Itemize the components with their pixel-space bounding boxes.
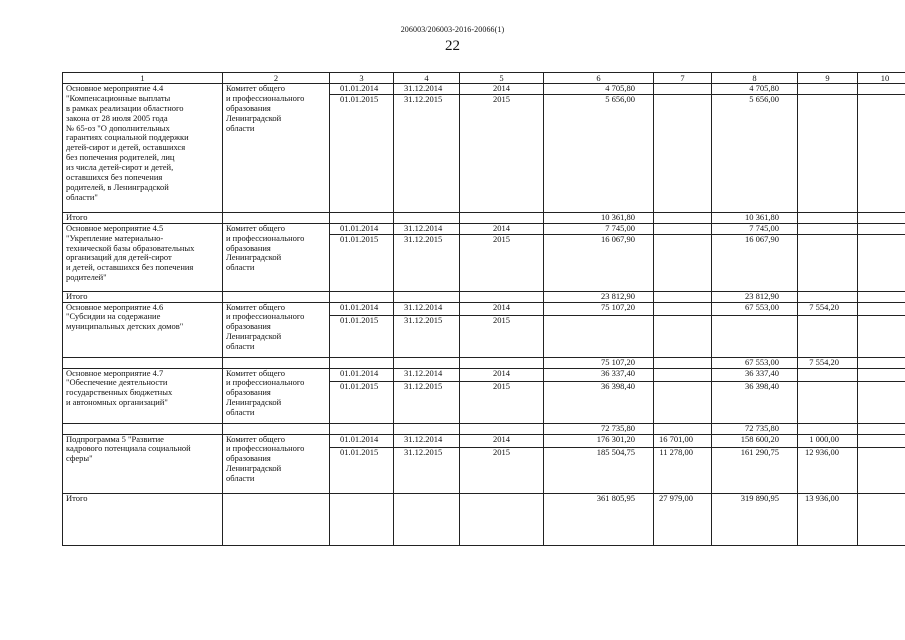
end-date-cell: 31.12.2014 (394, 368, 460, 381)
amount-cell-c6: 5 656,00 (544, 94, 654, 212)
end-date-cell: 31.12.2014 (394, 84, 460, 95)
amount-cell-c7 (654, 315, 712, 357)
amount-cell-c9 (798, 368, 858, 381)
empty-cell (330, 212, 394, 223)
amount-cell-c10 (858, 84, 905, 95)
executor-line: и профессионального (226, 232, 305, 243)
empty-cell (330, 291, 394, 302)
start-date-cell: 01.01.2015 (330, 315, 394, 357)
amount-cell-c6: 4 705,80 (544, 84, 654, 95)
start-date-cell: 01.01.2015 (330, 234, 394, 291)
measure-name-line: Основное мероприятие 4.5 (66, 223, 164, 233)
measure-name-line: "Обеспечение деятельности (66, 377, 168, 388)
end-date-cell: 31.12.2014 (394, 302, 460, 315)
executor-line: и профессионального (226, 443, 305, 454)
amount-cell-c10 (858, 381, 905, 423)
column-header: 1 (63, 73, 223, 84)
executor-line: и профессионального (226, 311, 305, 322)
end-date-cell: 31.12.2015 (394, 94, 460, 212)
amount-cell-c8: 4 705,80 (712, 84, 798, 95)
measure-name-line: Основное мероприятие 4.4 (66, 83, 164, 93)
start-date-cell: 01.01.2014 (330, 84, 394, 95)
amount-cell-c9 (798, 94, 858, 212)
subtotal-row (63, 357, 905, 368)
amount-cell-c8: 36 337,40 (712, 368, 798, 381)
year-cell: 2014 (460, 223, 544, 234)
subtotal-c9 (798, 291, 858, 302)
amount-cell-c9: 1 000,00 (798, 434, 858, 447)
measure-name-line: Подпрограмма 5 "Развитие (66, 434, 164, 444)
subtotal-c7 (654, 357, 712, 368)
executor-line: образования (226, 387, 271, 398)
executor-cell (223, 223, 330, 291)
subtotal-row (63, 423, 905, 434)
empty-cell (223, 212, 330, 223)
executor-cell (223, 302, 330, 357)
measure-name-line: в рамках реализации областного (66, 102, 184, 113)
measure-name-line: Основное мероприятие 4.7 (66, 368, 164, 378)
executor-line: области (226, 262, 255, 273)
amount-cell-c6: 176 301,20 (544, 434, 654, 447)
amount-cell-c9: 12 936,00 (798, 447, 858, 493)
subtotal-c7 (654, 212, 712, 223)
amount-cell-c6: 7 745,00 (544, 223, 654, 234)
measure-name-line: гарантиях социальной поддержки (66, 132, 189, 143)
amount-cell-c10 (858, 368, 905, 381)
subtotal-label: Итого (63, 212, 223, 223)
year-cell: 2015 (460, 94, 544, 212)
subtotal-label: Итого (63, 291, 223, 302)
executor-cell (223, 368, 330, 423)
amount-cell-c9 (798, 381, 858, 423)
year-cell: 2015 (460, 381, 544, 423)
amount-cell-c8: 36 398,40 (712, 381, 798, 423)
empty-cell (460, 423, 544, 434)
subtotal-c10 (858, 357, 905, 368)
executor-line: области (226, 473, 255, 484)
subtotal-c10 (858, 291, 905, 302)
empty-cell (330, 493, 394, 545)
column-header: 2 (223, 73, 330, 84)
grand-total-label: Итого (63, 493, 223, 545)
amount-cell-c8: 7 745,00 (712, 223, 798, 234)
subtotal-c8: 23 812,90 (712, 291, 798, 302)
measure-name-line: и автономных организаций" (66, 397, 168, 408)
amount-cell-c10 (858, 94, 905, 212)
amount-cell-c8 (712, 315, 798, 357)
subtotal-c9 (798, 212, 858, 223)
column-header: 7 (654, 73, 712, 84)
measure-name-line: кадрового потенциала социальной (66, 443, 191, 454)
subtotal-c10 (858, 212, 905, 223)
start-date-cell: 01.01.2015 (330, 381, 394, 423)
empty-cell (460, 493, 544, 545)
year-cell: 2015 (460, 234, 544, 291)
executor-line: области (226, 407, 255, 418)
empty-cell (223, 357, 330, 368)
grand-total-c8: 319 890,95 (712, 493, 798, 545)
amount-cell-c7 (654, 368, 712, 381)
subtotal-c6: 75 107,20 (544, 357, 654, 368)
grand-total-c6: 361 805,95 (544, 493, 654, 545)
measure-name-line: № 65-оз "О дополнительных (66, 122, 170, 133)
subtotal-c8: 10 361,80 (712, 212, 798, 223)
column-header: 3 (330, 73, 394, 84)
amount-cell-c7 (654, 234, 712, 291)
subtotal-row (63, 212, 905, 223)
end-date-cell: 31.12.2015 (394, 381, 460, 423)
subtotal-label (63, 357, 223, 368)
amount-cell-c10 (858, 434, 905, 447)
executor-line: Комитет общего (226, 434, 286, 444)
amount-cell-c10 (858, 447, 905, 493)
subtotal-c8: 67 553,00 (712, 357, 798, 368)
subtotal-c10 (858, 423, 905, 434)
end-date-cell: 31.12.2015 (394, 234, 460, 291)
empty-cell (460, 291, 544, 302)
empty-cell (460, 357, 544, 368)
measure-name-line: из числа детей-сирот и детей, (66, 162, 174, 173)
measure-name-line: технической базы образовательных (66, 242, 195, 253)
executor-line: области (226, 122, 255, 133)
measure-name-line: "Субсидии на содержание (66, 311, 161, 322)
grand-total-row (63, 493, 905, 545)
amount-cell-c9 (798, 234, 858, 291)
executor-line: образования (226, 321, 271, 332)
empty-cell (394, 423, 460, 434)
executor-line: и профессионального (226, 377, 305, 388)
executor-line: Ленинградской (226, 397, 282, 408)
amount-cell-c7: 11 278,00 (654, 447, 712, 493)
year-cell: 2014 (460, 368, 544, 381)
column-header: 6 (544, 73, 654, 84)
document-code: 206003/206003-2016-20066(1) (400, 25, 505, 34)
amount-cell-c8: 158 600,20 (712, 434, 798, 447)
measure-name-cell (63, 302, 223, 357)
measure-name-line: "Укрепление материально- (66, 232, 164, 243)
amount-cell-c8: 161 290,75 (712, 447, 798, 493)
table-row (63, 368, 905, 381)
empty-cell (330, 357, 394, 368)
amount-cell-c6: 75 107,20 (544, 302, 654, 315)
grand-total-c9: 13 936,00 (798, 493, 858, 545)
amount-cell-c8: 5 656,00 (712, 94, 798, 212)
executor-line: Комитет общего (226, 302, 286, 312)
measure-name-line: родителей, в Ленинградской (66, 181, 169, 192)
amount-cell-c9 (798, 223, 858, 234)
start-date-cell: 01.01.2014 (330, 434, 394, 447)
column-header: 5 (460, 73, 544, 84)
amount-cell-c7 (654, 302, 712, 315)
amount-cell-c9: 7 554,20 (798, 302, 858, 315)
grand-total-c10 (858, 493, 905, 545)
column-header: 9 (798, 73, 858, 84)
amount-cell-c10 (858, 302, 905, 315)
column-header: 8 (712, 73, 798, 84)
measure-name-cell (63, 434, 223, 493)
executor-cell (223, 84, 330, 213)
grand-total-c7: 27 979,00 (654, 493, 712, 545)
executor-line: Комитет общего (226, 83, 286, 93)
year-cell: 2014 (460, 84, 544, 95)
measure-name-line: и детей, оставшихся без попечения (66, 262, 194, 273)
end-date-cell: 31.12.2014 (394, 223, 460, 234)
subtotal-c7 (654, 423, 712, 434)
column-header: 10 (858, 73, 905, 84)
table-row (63, 223, 905, 234)
empty-cell (460, 212, 544, 223)
measure-name-line: закона от 28 июля 2005 года (66, 112, 168, 123)
executor-line: образования (226, 453, 271, 464)
executor-line: образования (226, 102, 271, 113)
table-row (63, 302, 905, 315)
amount-cell-c10 (858, 315, 905, 357)
measure-name-line: оставшихся без попечения (66, 172, 163, 183)
subtotal-c9 (798, 423, 858, 434)
subtotal-label (63, 423, 223, 434)
amount-cell-c10 (858, 234, 905, 291)
amount-cell-c6: 36 398,40 (544, 381, 654, 423)
executor-line: Комитет общего (226, 368, 286, 378)
start-date-cell: 01.01.2015 (330, 94, 394, 212)
executor-line: образования (226, 242, 271, 253)
empty-cell (223, 493, 330, 545)
amount-cell-c9 (798, 315, 858, 357)
measure-name-line: организаций для детей-сирот (66, 252, 172, 263)
amount-cell-c6: 16 067,90 (544, 234, 654, 291)
page-number: 22 (445, 38, 460, 54)
amount-cell-c8: 16 067,90 (712, 234, 798, 291)
amount-cell-c7: 16 701,00 (654, 434, 712, 447)
budget-table (62, 72, 905, 546)
end-date-cell: 31.12.2015 (394, 315, 460, 357)
executor-line: Комитет общего (226, 223, 286, 233)
empty-cell (223, 291, 330, 302)
amount-cell-c6: 36 337,40 (544, 368, 654, 381)
start-date-cell: 01.01.2015 (330, 447, 394, 493)
amount-cell-c7 (654, 381, 712, 423)
empty-cell (330, 423, 394, 434)
executor-line: Ленинградской (226, 463, 282, 474)
measure-name-line: без попечения родителей, лиц (66, 152, 175, 163)
amount-cell-c10 (858, 223, 905, 234)
year-cell: 2015 (460, 315, 544, 357)
measure-name-cell (63, 368, 223, 423)
measure-name-line: "Компенсационные выплаты (66, 92, 171, 103)
column-header: 4 (394, 73, 460, 84)
subtotal-c7 (654, 291, 712, 302)
end-date-cell: 31.12.2014 (394, 434, 460, 447)
executor-cell (223, 434, 330, 493)
year-cell: 2014 (460, 302, 544, 315)
amount-cell-c7 (654, 223, 712, 234)
executor-line: Ленинградской (226, 112, 282, 123)
executor-line: Ленинградской (226, 331, 282, 342)
table-row (63, 434, 905, 447)
subtotal-c9: 7 554,20 (798, 357, 858, 368)
measure-name-line: родителей" (66, 272, 107, 283)
subtotal-c8: 72 735,80 (712, 423, 798, 434)
amount-cell-c7 (654, 94, 712, 212)
measure-name-cell (63, 223, 223, 291)
subtotal-row (63, 291, 905, 302)
subtotal-c6: 72 735,80 (544, 423, 654, 434)
amount-cell-c9 (798, 84, 858, 95)
amount-cell-c6: 185 504,75 (544, 447, 654, 493)
measure-name-line: детей-сирот и детей, оставшихся (66, 142, 186, 153)
empty-cell (223, 423, 330, 434)
year-cell: 2015 (460, 447, 544, 493)
amount-cell-c7 (654, 84, 712, 95)
executor-line: Ленинградской (226, 252, 282, 263)
measure-name-line: государственных бюджетных (66, 387, 173, 398)
measure-name-cell (63, 84, 223, 213)
year-cell: 2014 (460, 434, 544, 447)
subtotal-c6: 10 361,80 (544, 212, 654, 223)
measure-name-line: Основное мероприятие 4.6 (66, 302, 164, 312)
empty-cell (394, 493, 460, 545)
empty-cell (394, 357, 460, 368)
start-date-cell: 01.01.2014 (330, 223, 394, 234)
amount-cell-c6 (544, 315, 654, 357)
subtotal-c6: 23 812,90 (544, 291, 654, 302)
measure-name-line: сферы" (66, 453, 93, 464)
table-row (63, 84, 905, 95)
empty-cell (394, 291, 460, 302)
measure-name-line: области" (66, 191, 98, 202)
header-row (63, 73, 905, 84)
executor-line: и профессионального (226, 92, 305, 103)
empty-cell (394, 212, 460, 223)
start-date-cell: 01.01.2014 (330, 302, 394, 315)
amount-cell-c8: 67 553,00 (712, 302, 798, 315)
end-date-cell: 31.12.2015 (394, 447, 460, 493)
measure-name-line: муниципальных детских домов" (66, 321, 184, 332)
start-date-cell: 01.01.2014 (330, 368, 394, 381)
executor-line: области (226, 341, 255, 352)
